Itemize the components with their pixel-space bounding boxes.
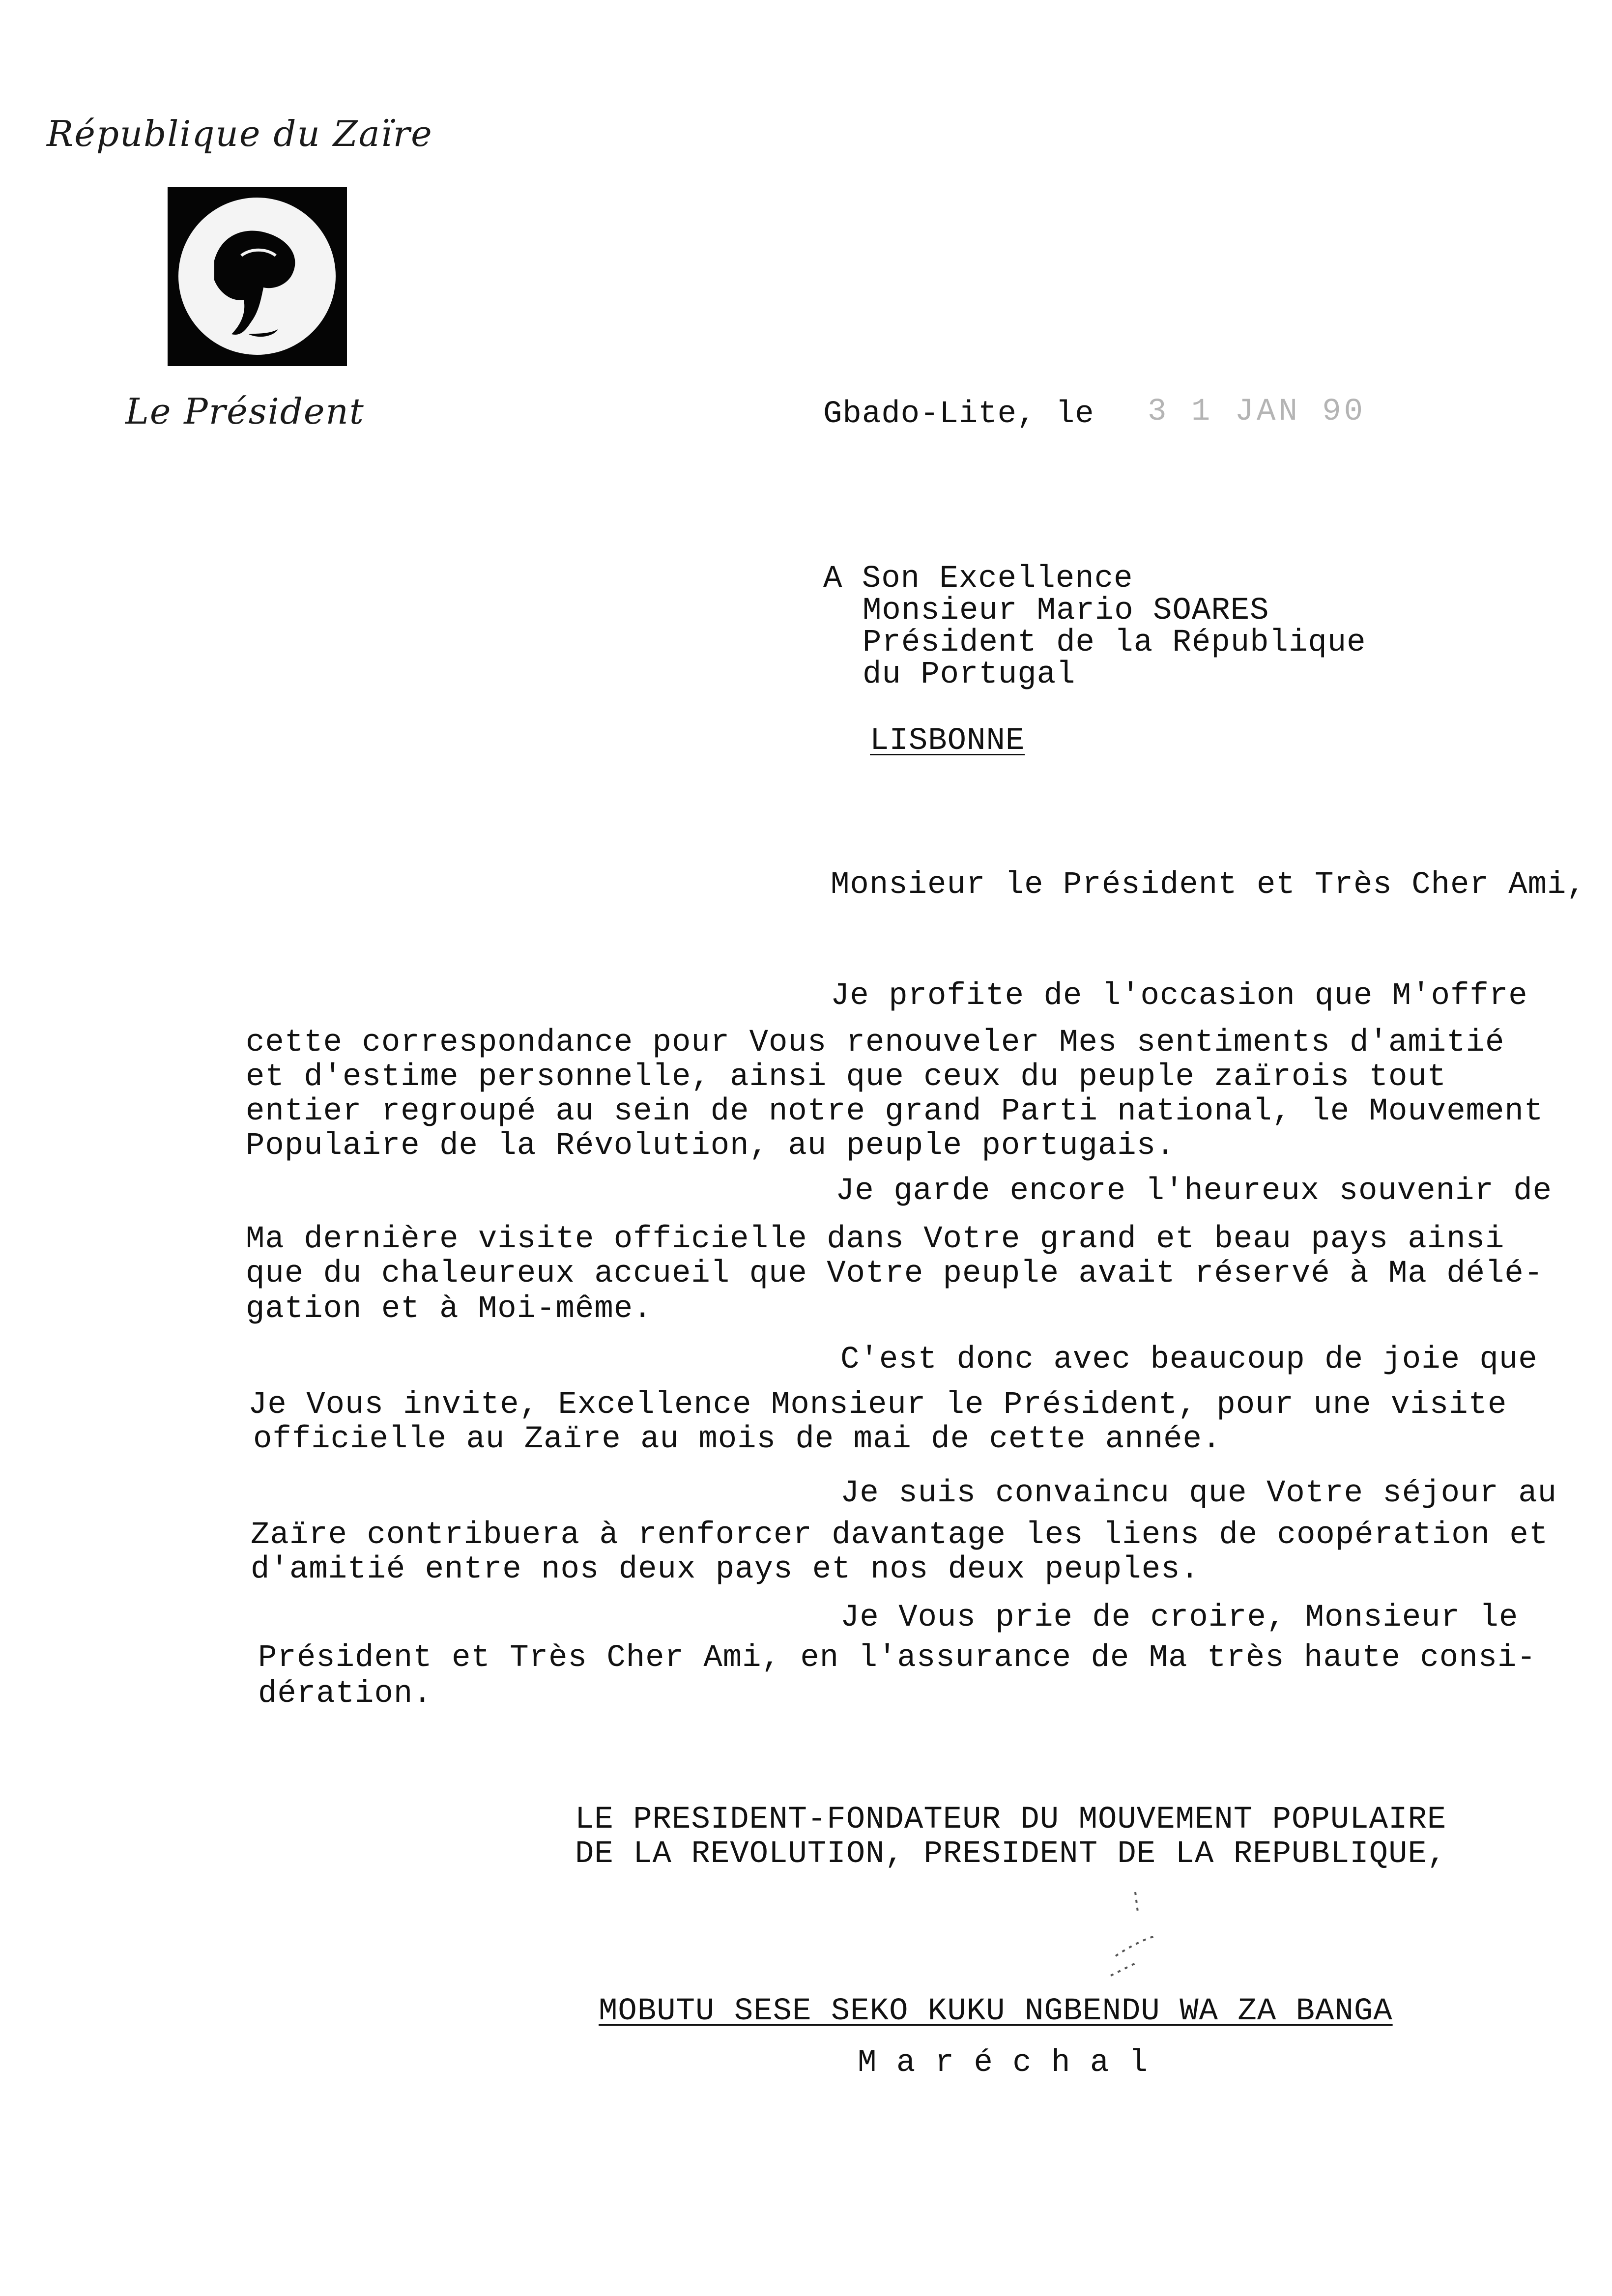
p4-line2: Zaïre contribuera à renforcer davantage les liens de coopération et (251, 1518, 1549, 1553)
p1-line1: Je profite de l'occasion que M'offre (831, 978, 1528, 1014)
place-line: Gbado-Lite, le (823, 397, 1094, 432)
recipient-line1: A Son Excellence (823, 561, 1133, 597)
p4-line1: Je suis convaincu que Votre séjour au (840, 1476, 1557, 1511)
p2-line3: que du chaleureux accueil que Votre peuple avait réservé à Ma délé- (246, 1256, 1544, 1292)
signatory-rank: M a r é c h a l (858, 2045, 1149, 2081)
p4-line3: d'amitié entre nos deux pays et nos deux peuples. (251, 1552, 1200, 1587)
signature-mark (1057, 1882, 1194, 1980)
p5-line1: Je Vous prie de croire, Monsieur le (840, 1600, 1519, 1636)
p1-line3: et d'estime personnelle, ainsi que ceux du peuple zaïrois tout (246, 1060, 1447, 1095)
p3-line2: Je Vous invite, Excellence Monsieur le Président, pour une visite (248, 1387, 1507, 1423)
p1-line5: Populaire de la Révolution, au peuple portugais. (246, 1128, 1176, 1164)
salutation: Monsieur le Président et Très Cher Ami, (831, 867, 1586, 903)
p2-line2: Ma dernière visite officielle dans Votre grand et beau pays ainsi (246, 1222, 1505, 1257)
recipient-city: LISBONNE (870, 723, 1025, 759)
p5-line3: dération. (258, 1676, 432, 1712)
letterhead-republic: République du Zaïre (47, 113, 433, 154)
p5-line2: Président et Très Cher Ami, en l'assurance de Ma très haute consi- (258, 1640, 1536, 1676)
recipient-line4: du Portugal (863, 657, 1076, 692)
letterhead-title: Le Président (125, 391, 365, 432)
p3-line1: C'est donc avec beaucoup de joie que (840, 1342, 1538, 1378)
signatory-name: MOBUTU SESE SEKO KUKU NGBENDU WA ZA BANGA (599, 1994, 1393, 2029)
date-stamp: 3 1 JAN 90 (1148, 394, 1366, 430)
signature-title-line1: LE PRESIDENT-FONDATEUR DU MOUVEMENT POPULAIRE (575, 1802, 1447, 1837)
p1-line2: cette correspondance pour Vous renouveler Mes sentiments d'amitié (246, 1025, 1505, 1061)
recipient-line3: Président de la République (863, 625, 1366, 660)
p2-line1: Je garde encore l'heureux souvenir de (835, 1174, 1553, 1209)
p3-line3: officielle au Zaïre au mois de mai de cette année. (253, 1422, 1222, 1457)
recipient-line2: Monsieur Mario SOARES (863, 593, 1269, 629)
p1-line4: entier regroupé au sein de notre grand Parti national, le Mouvement (246, 1094, 1544, 1129)
p2-line4: gation et à Moi-même. (246, 1292, 653, 1327)
emblem-leopard-head-icon (168, 187, 347, 366)
signature-title-line2: DE LA REVOLUTION, PRESIDENT DE LA REPUBLIQUE, (575, 1837, 1447, 1872)
